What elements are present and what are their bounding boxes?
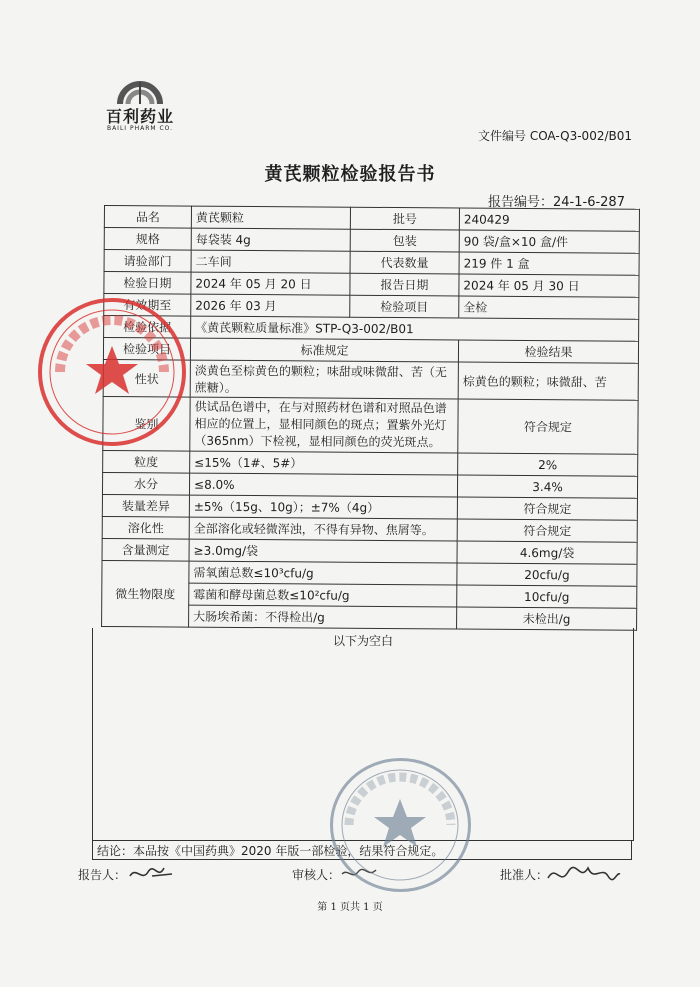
spec-value: 每袋装 4g [191, 228, 350, 251]
dept-value: 二车间 [191, 250, 350, 273]
document-number: 文件编号 COA-Q3-002/B01 [478, 129, 633, 143]
row-result: 3.4% [457, 475, 637, 498]
logo-name-en: BAILI PHARM CO. [106, 125, 174, 132]
micro-standard: 需氧菌总数≤10³cfu/g [189, 561, 457, 585]
micro-result: 20cfu/g [457, 563, 637, 586]
row-result: 符合规定 [457, 519, 637, 542]
row-result: 符合规定 [458, 399, 638, 454]
logo-mark-icon [100, 74, 180, 106]
product-value: 黄芪颗粒 [191, 206, 350, 229]
basis-value: 《黄芪颗粒质量标准》STP-Q3-002/B01 [191, 316, 639, 341]
row-item: 溶化性 [102, 516, 189, 539]
row-result: 2% [458, 453, 638, 476]
expiry-label: 有效期至 [104, 294, 191, 317]
package-value: 90 袋/盒×10 盒/件 [459, 230, 639, 253]
row-item: 水分 [102, 472, 189, 495]
seal-star-icon [42, 302, 182, 442]
row-standard: 淡黄色至棕黄色的颗粒；味甜或味微甜、苦（无蔗糖）。 [190, 360, 458, 399]
reporter-label: 报告人： [78, 868, 127, 882]
reporter-signature-icon [128, 862, 176, 886]
package-label: 包装 [350, 229, 459, 252]
page-number: 第 1 页共 1 页 [317, 902, 383, 913]
blank-note: 以下为空白 [332, 634, 393, 648]
logo-name-cn: 百利药业 [105, 107, 174, 126]
row-item: 性状 [103, 359, 190, 397]
micro-result: 未检出/g [457, 607, 637, 630]
row-item: 含量测定 [102, 538, 189, 561]
approver-signature-icon [546, 862, 622, 888]
report-date-label: 报告日期 [350, 273, 459, 296]
test-date-value: 2024 年 05 月 20 日 [191, 272, 350, 295]
batch-label: 批号 [350, 207, 459, 230]
basis-label: 检验依据 [104, 316, 191, 339]
row-standard: ≥3.0mg/袋 [189, 539, 457, 563]
report-title: 黄芪颗粒检验报告书 [264, 164, 436, 185]
test-date-label: 检验日期 [104, 272, 191, 295]
qty-label: 代表数量 [350, 251, 459, 274]
micro-standard: 大肠埃希菌：不得检出/g [189, 605, 457, 629]
row-item: 装量差异 [102, 494, 189, 517]
row-standard: ±5%（15g、10g）；±7%（4g） [189, 495, 457, 519]
qty-value: 219 件 1 盒 [459, 252, 639, 275]
row-standard: 全部溶化或轻微浑浊，不得有异物、焦屑等。 [189, 517, 457, 541]
micro-item: 微生物限度 [102, 560, 189, 627]
micro-result: 10cfu/g [457, 585, 637, 608]
micro-standard: 霉菌和酵母菌总数≤10²cfu/g [189, 583, 457, 607]
company-seal [330, 758, 471, 892]
row-standard: ≤8.0% [189, 473, 457, 497]
expiry-value: 2026 年 03 月 [191, 294, 350, 317]
table-row [103, 396, 638, 454]
batch-value: 240429 [459, 208, 639, 231]
conclusion: 结论：本品按《中国药典》2020 年版一部检验，结果符合规定。 [92, 840, 632, 860]
seal-star-icon [333, 761, 468, 889]
row-item: 鉴别 [103, 396, 190, 451]
row-item: 粒度 [103, 450, 190, 473]
product-label: 品名 [104, 206, 191, 229]
row-result: 棕黄色的颗粒；味微甜、苦 [458, 362, 638, 400]
col-header-standard: 标准规定 [190, 338, 458, 362]
row-result: 4.6mg/袋 [457, 541, 637, 564]
row-result: 符合规定 [457, 497, 637, 520]
col-header-item: 检验项目 [103, 338, 190, 361]
row-standard: 供试品色谱中，在与对照药材色谱和对照品色谱相应的位置上，显相同颜色的斑点；置紫外光灯（365nm）下检视，显相同颜色的荧光斑点。 [190, 397, 458, 453]
row-standard: ≤15%（1#、5#） [190, 451, 458, 475]
col-header-result: 检验结果 [458, 340, 638, 363]
reviewer-label: 审核人： [292, 868, 341, 882]
report-date-value: 2024 年 05 月 30 日 [459, 274, 639, 297]
test-item-value: 全检 [459, 296, 639, 319]
spec-label: 规格 [104, 228, 191, 251]
report-number: 报告编号：24-1-6-287 [488, 195, 625, 210]
qa-department-seal [38, 298, 186, 446]
approver-label: 批准人： [500, 868, 549, 882]
company-logo [100, 74, 180, 134]
test-item-label: 检验项目 [350, 295, 459, 318]
table-row [102, 560, 637, 586]
dept-label: 请验部门 [104, 250, 191, 273]
